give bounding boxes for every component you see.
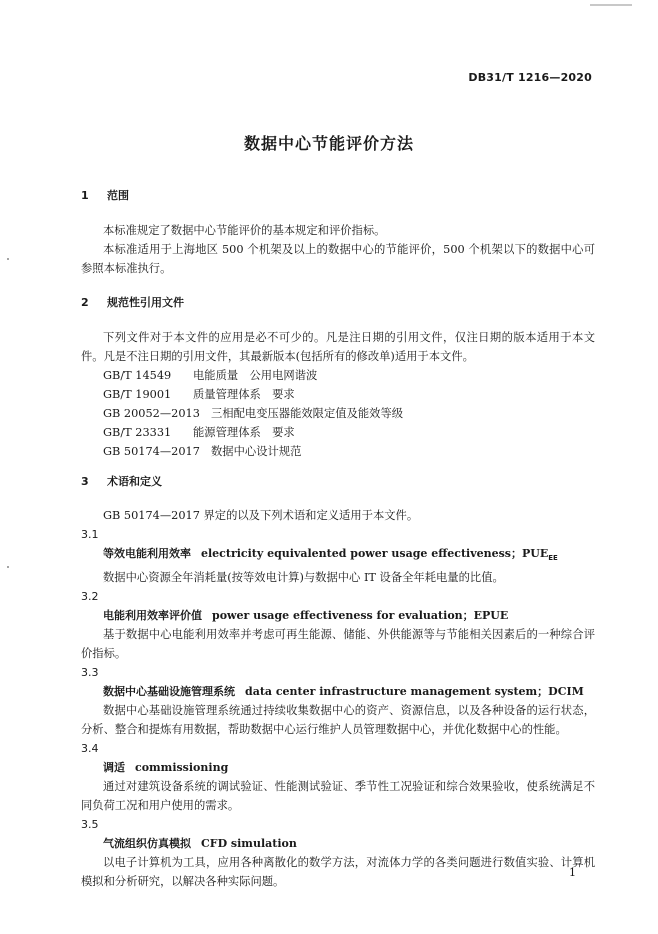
term-heading: 数据中心基础设施管理系统 data center infrastructure management system；DCIM [103,685,584,699]
term-heading: 调适 commissioning [103,761,229,775]
paragraph: 下列文件对于本文件的应用是必不可少的。凡是注日期的引用文件，仅注日期的版本适用于本文件。凡是不注日期的引用文件，其最新版本(包括所有的修改单)适用于本文件。 [81,331,595,363]
section-1-heading: 1 范围 [81,189,129,202]
term-heading: 等效电能利用效率 electricity equivalented power usage effectiveness；$PUE_{EE}$ [103,547,558,563]
scan-mark [590,4,632,6]
reference-item: GB/T 14549 电能质量 公用电网谐波 [103,369,318,382]
page-title: 数据中心节能评价方法 [243,134,414,153]
clause-number: 3.4 [81,742,99,756]
term-heading: 气流组织仿真模拟 CFD simulation [103,837,297,851]
section-3-heading: 3 术语和定义 [81,475,162,488]
reference-item: GB 20052—2013 三相配电变压器能效限定值及能效等级 [103,407,404,420]
scan-speck [7,258,9,260]
section-3-body [81,506,595,891]
paragraph: GB 50174—2017 界定的以及下列术语和定义适用于本文件。 [103,509,419,522]
paragraph: 本标准适用于上海地区 500 个机架及以上的数据中心的节能评价，500 个机架以下的数据中心可参照本标准执行。 [81,243,595,275]
paragraph: 本标准规定了数据中心节能评价的基本规定和评价指标。 [103,224,386,237]
clause-number: 3.3 [81,666,99,680]
clause-number: 3.5 [81,818,99,832]
reference-item: GB/T 23331 能源管理体系 要求 [103,426,295,439]
reference-item: GB/T 19001 质量管理体系 要求 [103,388,295,401]
term-definition: 通过对建筑设备系统的调试验证、性能测试验证、季节性工况验证和综合效果验收，使系统满足不同负荷工况和用户使用的需求。 [81,780,595,813]
term-definition: 以电子计算机为工具，应用各种离散化的数学方法，对流体力学的各类问题进行数值实验、计算机模拟和分析研究，以解决各种实际问题。 [81,856,595,889]
page-number: 1 [569,866,576,879]
clause-number: 3.1 [81,528,99,541]
section-2-heading: 2 规范性引用文件 [81,296,184,309]
scan-speck [7,566,9,568]
term-definition: 数据中心资源全年消耗量(按等效电计算)与数据中心 IT 设备全年耗电量的比值。 [103,571,504,585]
term-definition: 基于数据中心电能利用效率并考虑可再生能源、储能、外供能源等与节能相关因素后的一种综合评价指标。 [81,628,595,661]
term-heading: 电能利用效率评价值 power usage effectiveness for evaluation；EPUE [103,609,509,623]
section-2-body [81,328,595,461]
standard-code: DB31/T 1216—2020 [468,71,592,84]
term-definition: 数据中心基础设施管理系统通过持续收集数据中心的资产、资源信息，以及各种设备的运行状态，分析、整合和提炼有用数据，帮助数据中心运行维护人员管理数据中心，并优化数据中心的性能。 [81,704,595,737]
reference-item: GB 50174—2017 数据中心设计规范 [103,445,302,458]
clause-number: 3.2 [81,590,99,604]
section-1-body [81,221,595,278]
